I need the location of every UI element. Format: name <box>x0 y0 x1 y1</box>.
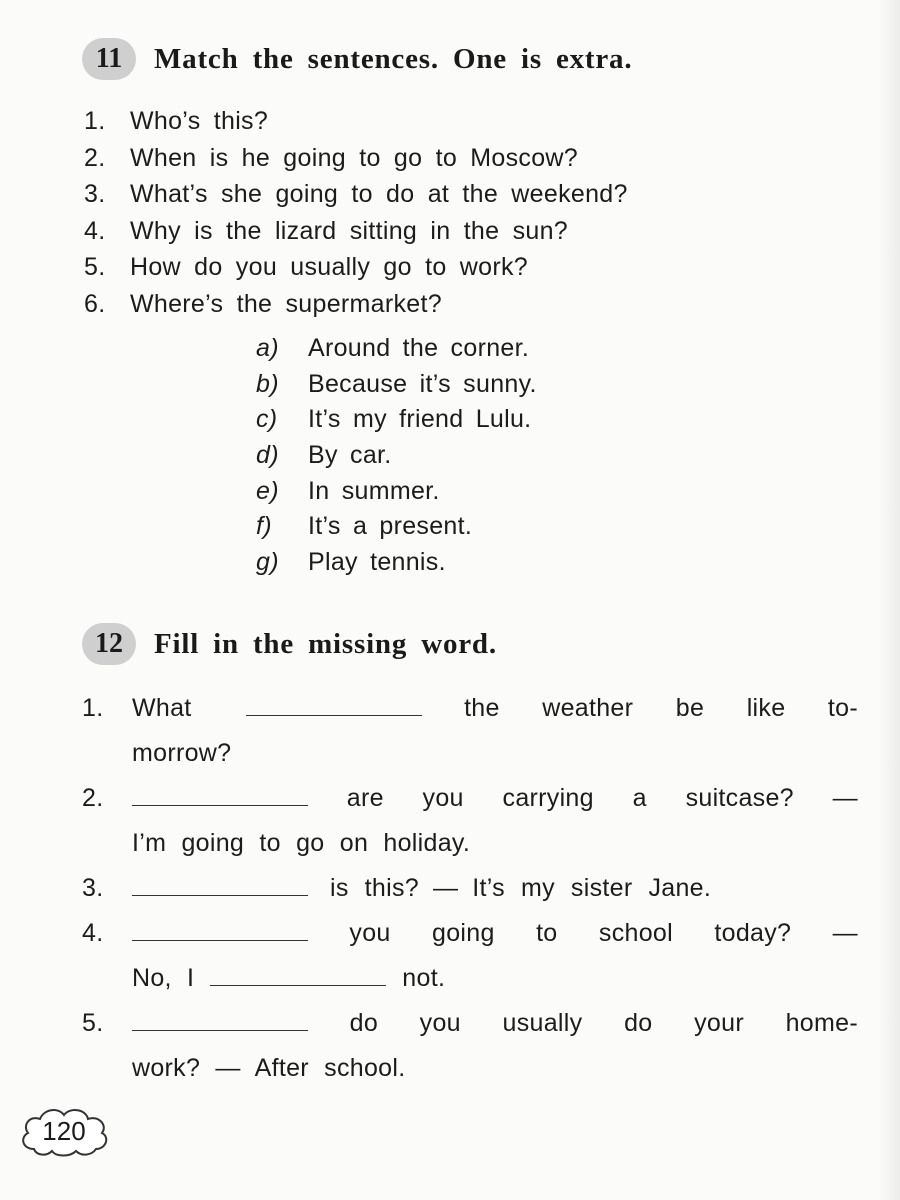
page-number: 120 <box>42 1115 86 1146</box>
item-text: not. <box>402 964 446 992</box>
answer-letter: c) <box>256 405 278 434</box>
answer-text: In summer. <box>308 476 440 505</box>
question-item <box>84 176 628 213</box>
answer-letter: f) <box>256 512 272 541</box>
answer-item <box>256 402 537 438</box>
item-text: I’m going to go on holiday. <box>132 829 471 857</box>
fill-in-item-line <box>82 956 858 1001</box>
item-word: is <box>330 874 349 902</box>
answer-letter: a) <box>256 334 279 362</box>
answer-item <box>256 331 537 367</box>
question-item <box>84 286 628 323</box>
exercise-11-heading <box>82 38 632 80</box>
fill-in-item-line <box>82 821 858 866</box>
item-lead <box>82 1001 308 1046</box>
item-lead <box>82 686 422 731</box>
fill-in-list <box>82 686 858 1091</box>
question-number: 5. <box>84 253 106 281</box>
answer-blank[interactable] <box>132 777 308 806</box>
question-list <box>84 103 628 322</box>
exercise-number-badge: 12 <box>82 623 136 665</box>
item-word: you <box>349 919 391 947</box>
answer-list <box>256 331 537 581</box>
question-text: Who’s this? <box>130 107 269 135</box>
question-item <box>84 103 628 140</box>
fill-in-item-line <box>82 686 858 731</box>
answer-blank[interactable] <box>132 867 308 896</box>
question-number: 2. <box>84 143 106 172</box>
answer-item <box>256 367 537 403</box>
item-number: 4. <box>82 919 104 947</box>
item-number: 1. <box>82 694 104 722</box>
item-word: carrying <box>502 784 594 812</box>
question-item <box>84 140 628 177</box>
item-word: be <box>675 694 705 722</box>
item-word: weather <box>542 694 634 722</box>
item-word: this? <box>364 874 419 902</box>
answer-letter: b) <box>256 369 279 398</box>
answer-text: It’s a present. <box>308 512 473 541</box>
answer-blank[interactable] <box>210 957 386 986</box>
item-lead <box>82 911 308 956</box>
answer-text: Around the corner. <box>308 334 530 362</box>
item-text: work? — After school. <box>132 1054 406 1082</box>
item-lead <box>82 776 308 821</box>
question-text: Where’s the supermarket? <box>130 289 442 318</box>
page-edge-shadow <box>878 0 900 1200</box>
answer-letter: g) <box>256 548 279 577</box>
fill-in-item-line <box>82 1046 858 1091</box>
item-word: do <box>624 1009 653 1037</box>
fill-in-item-line <box>82 776 858 821</box>
question-text: How do you usually go to work? <box>130 253 528 281</box>
item-word: to <box>536 919 558 947</box>
item-word: Jane. <box>648 874 712 902</box>
answer-item <box>256 509 537 545</box>
item-word: home- <box>785 1009 858 1037</box>
fill-in-item-line <box>82 911 858 956</box>
item-word: suitcase? <box>685 784 794 812</box>
item-lead <box>82 866 308 911</box>
item-word: do <box>349 1009 379 1037</box>
answer-text: It’s my friend Lulu. <box>308 405 532 434</box>
page-number-bubble <box>16 1103 112 1159</box>
question-number: 6. <box>84 289 106 318</box>
question-number: 4. <box>84 216 106 245</box>
question-number: 1. <box>84 107 106 135</box>
item-word: you <box>419 1009 461 1037</box>
item-word: a <box>632 784 647 812</box>
item-number: 3. <box>82 874 104 902</box>
question-text: When is he going to go to Moscow? <box>130 143 578 172</box>
item-word: to- <box>827 694 858 722</box>
item-word: going <box>432 919 495 947</box>
answer-letter: d) <box>256 441 279 470</box>
exercise-title: Fill in the missing word. <box>154 627 497 660</box>
item-word: are <box>346 784 384 812</box>
item-word: sister <box>570 874 633 902</box>
question-number: 3. <box>84 180 106 208</box>
item-text: morrow? <box>132 739 232 767</box>
exercise-title: Match the sentences. One is extra. <box>154 42 633 75</box>
answer-letter: e) <box>256 476 279 505</box>
answer-blank[interactable] <box>246 687 422 716</box>
item-word: — <box>432 874 459 902</box>
exercise-number-badge: 11 <box>82 38 136 80</box>
item-word: It’s <box>472 874 505 902</box>
item-word: like <box>746 694 786 722</box>
item-word: the <box>464 694 500 722</box>
item-word: What <box>132 694 192 722</box>
item-word: school <box>598 919 673 947</box>
question-text: What’s she going to do at the weekend? <box>130 180 628 208</box>
item-number: 5. <box>82 1009 104 1037</box>
question-text: Why is the lizard sitting in the sun? <box>130 216 568 245</box>
fill-in-item-line <box>82 866 858 911</box>
item-word: today? <box>714 919 792 947</box>
answer-item <box>256 545 537 581</box>
item-word: your <box>694 1009 744 1037</box>
fill-in-item-line <box>82 1001 858 1046</box>
item-number: 2. <box>82 784 104 812</box>
item-word: you <box>422 784 464 812</box>
fill-in-item-line <box>82 731 858 776</box>
answer-text: By car. <box>308 441 392 470</box>
answer-blank[interactable] <box>132 1002 308 1031</box>
answer-text: Play tennis. <box>308 548 446 577</box>
item-text: No, I <box>132 964 195 992</box>
item-word: my <box>520 874 555 902</box>
question-item <box>84 249 628 286</box>
item-word: — <box>832 784 858 812</box>
item-word: — <box>832 919 858 947</box>
exercise-12-heading <box>82 623 497 665</box>
answer-text: Because it’s sunny. <box>308 369 537 398</box>
answer-item <box>256 474 537 510</box>
question-item <box>84 213 628 250</box>
answer-item <box>256 438 537 474</box>
item-word: usually <box>502 1009 583 1037</box>
answer-blank[interactable] <box>132 912 308 941</box>
